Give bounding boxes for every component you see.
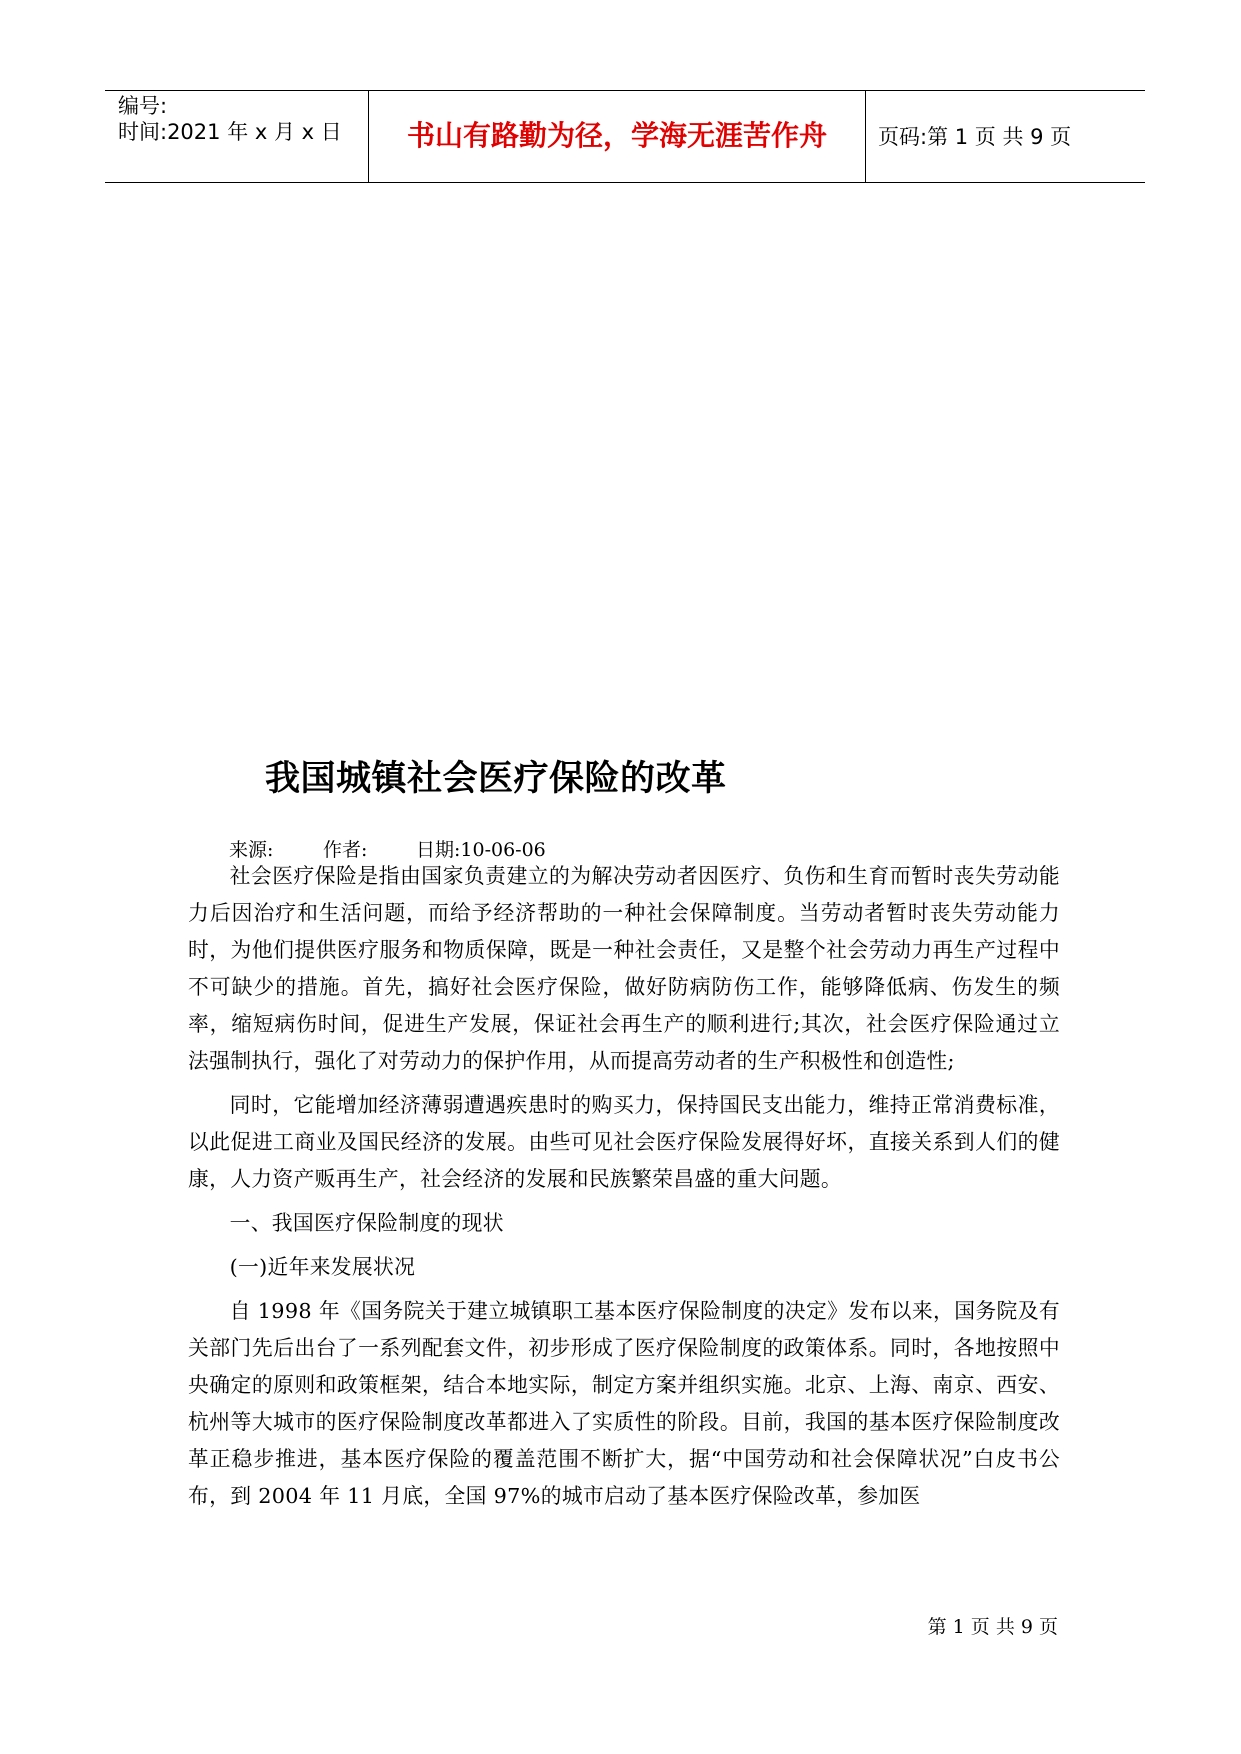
paragraph: 同时，它能增加经济薄弱遭遇疾患时的购买力，保持国民支出能力，维持正常消费标准，以此促进工商业及国民经济的发展。由些可见社会医疗保险发展得好坏，直接关系到人们的健康，人力资产贩再生产，社会经济的发展和民族繁荣昌盛的重大问题。 [188,1093,1060,1191]
header-page-code: 页码:第 1 页 共 9 页 [878,125,1072,149]
header-page-cell [866,91,1145,182]
paragraph: 社会医疗保险是指由国家负责建立的为解决劳动者因医疗、负伤和生育而暂时丧失劳动能力后因治疗和生活问题，而给予经济帮助的一种社会保障制度。当劳动者暂时丧失劳动能力时，为他们提供医疗服务和物质保障，既是一种社会责任，又是整个社会劳动力再生产过程中不可缺少的措施。首先，搞好社会医疗保险，做好防病防伤工作，能够降低病、伤发生的频率，缩短病伤时间，促进生产发展，保证社会再生产的顺利进行;其次，社会医疗保险通过立法强制执行，强化了对劳动力的保护作用，从而提高劳动者的生产积极性和创造性; [188,864,1060,1073]
author-label: 作者: [323,839,368,861]
article-title: 我国城镇社会医疗保险的改革 [265,759,727,799]
article-body [188,858,1060,1522]
header-motto-cell [369,91,866,182]
paragraph: 自 1998 年《国务院关于建立城镇职工基本医疗保险制度的决定》发布以来，国务院及有关部门先后出台了一系列配套文件，初步形成了医疗保险制度的政策体系。同时，各地按照中央确定的原则和政策框架，结合本地实际，制定方案并组织实施。北京、上海、南京、西安、杭州等大城市的医疗保险制度改革都进入了实质性的阶段。目前，我国的基本医疗保险制度改革正稳步推进，基本医疗保险的覆盖范围不断扩大，据“中国劳动和社会保障状况”白皮书公布，到 2004 年 11 月底，全国 97%的城市启动了基本医疗保险改革，参加医 [188,1299,1060,1508]
header-info-cell [105,91,369,182]
page-header [105,90,1145,183]
section-heading: 一、我国医疗保险制度的现状 [229,1211,504,1235]
header-motto: 书山有路勤为径，学海无涯苦作舟 [406,119,827,152]
serial-number-label: 编号: [118,94,168,118]
source-label: 来源: [229,839,274,861]
subsection-heading: (一)近年来发展状况 [229,1255,416,1279]
date-label: 时间:2021 年 x 月 x 日 [118,120,342,144]
page-footer: 第 1 页 共 9 页 [927,1616,1058,1638]
date-meta: 日期:10-06-06 [416,839,546,861]
